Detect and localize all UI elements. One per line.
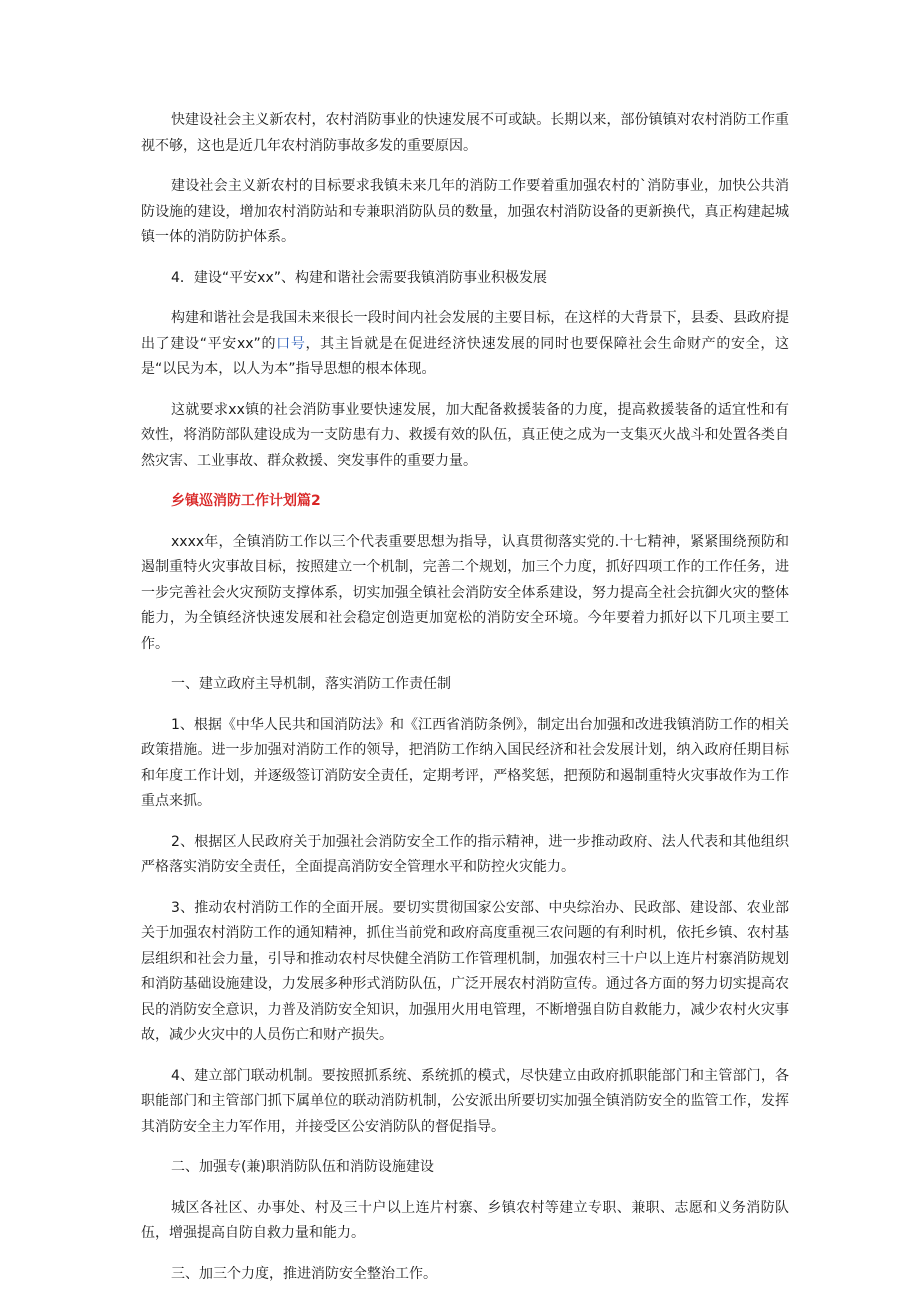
paragraph: 3、推动农村消防工作的全面开展。要切实贯彻国家公安部、中央综治办、民政部、建设部、农业部关于加强农村消防工作的通知精神，抓住当前党和政府高度重视三农问题的有利时机，依托乡镇、农村基层组织和社会力量，引导和推动农村尽快健全消防工作管理机制，加强农村三十户以上连片村寨消防规划和消防基础设施建设，力发展多种形式消防队伍，广泛开展农村消防宣传。通过各方面的努力切实提高农民的消防安全意识，力普及消防安全知识，加强用火用电管理，不断增强自防自救能力，减少农村火灾事故，减少火灾中的人员伤亡和财产损失。	[141, 899, 789, 1043]
paragraph-text: 构建和谐社会是我国未来很长一段时间内社会发展的主要目标，在这样的大背景下，县委、县政府提出了建设“平安xx”的	[141, 310, 789, 352]
paragraph: xxxx年，全镇消防工作以三个代表重要思想为指导，认真贯彻落实党的.十七精神，紧紧围绕预防和遏制重特火灾事故目标，按照建立一个机制，完善二个规划，加三个力度，抓好四项工作的工作任务，进一步完善社会火灾预防支撑体系，切实加强全镇社会消防安全体系建设，努力提高全社会抗御火灾的整体能力，为全镇经济快速发展和社会稳定创造更加宽松的消防安全环境。今年要着力抓好以下几项主要工作。	[141, 533, 789, 652]
paragraph	[141, 306, 789, 383]
paragraph: 快建设社会主义新农村，农村消防事业的快速发展不可或缺。长期以来，部份镇镇对农村消防工作重视不够，这也是近几年农村消防事故多发的重要原因。	[141, 112, 789, 154]
paragraph: 4、建立部门联动机制。要按照抓系统、系统抓的模式，尽快建立由政府抓职能部门和主管部门，各职能部门和主管部门抓下属单位的联动消防机制，公安派出所要切实加强全镇消防安全的监管工作，发挥其消防安全主力军作用，并接受区公安消防队的督促指导。	[141, 1067, 789, 1135]
paragraph: 建设社会主义新农村的目标要求我镇未来几年的消防工作要着重加强农村的`消防事业，加快公共消防设施的建设，增加农村消防站和专兼职消防队员的数量，加强农村消防设备的更新换代，真正构建起城镇一体的消防防护体系。	[141, 178, 789, 245]
paragraph: 这就要求xx镇的社会消防事业要快速发展，加大配备救援装备的力度，提高救援装备的适宜性和有效性，将消防部队建设成为一支防患有力、救援有效的队伍，真正使之成为一支集灭火战斗和处置各类自然灾害、工业事故、群众救援、突发事件的重要力量。	[141, 401, 789, 469]
article-heading: 乡镇巡消防工作计划篇2	[171, 493, 321, 509]
paragraph-text: ，其主旨就是在促进经济快速发展的同时也要保障社会生命财产的安全，这是“以民为本，以人为本”指导思想的根本体现。	[141, 335, 790, 377]
slogan-link[interactable]: 口号	[276, 335, 306, 352]
section-heading: 三、加三个力度，推进消防安全整治工作。	[171, 1265, 437, 1282]
section-heading: 二、加强专(兼)职消防队伍和消防设施建设	[171, 1159, 434, 1175]
section-heading: 一、建立政府主导机制，落实消防工作责任制	[171, 676, 451, 692]
paragraph: 1、根据《中华人民共和国消防法》和《江西省消防条例》，制定出台加强和改进我镇消防工作的相关政策措施。进一步加强对消防工作的领导，把消防工作纳入国民经济和社会发展计划，纳入政府任期目标和年度工作计划，并逐级签订消防安全责任，定期考评，严格奖惩，把预防和遏制重特火灾事故作为工作重点来抓。	[141, 716, 789, 809]
section-subheading: 4．建设“平安xx”、构建和谐社会需要我镇消防事业积极发展	[171, 269, 547, 286]
paragraph: 城区各社区、办事处、村及三十户以上连片村寨、乡镇农村等建立专职、兼职、志愿和义务消防队伍，增强提高自防自救力量和能力。	[141, 1199, 789, 1241]
paragraph: 2、根据区人民政府关于加强社会消防安全工作的指示精神，进一步推动政府、法人代表和其他组织严格落实消防安全责任，全面提高消防安全管理水平和防控火灾能力。	[141, 833, 789, 875]
document-body	[141, 108, 789, 1302]
